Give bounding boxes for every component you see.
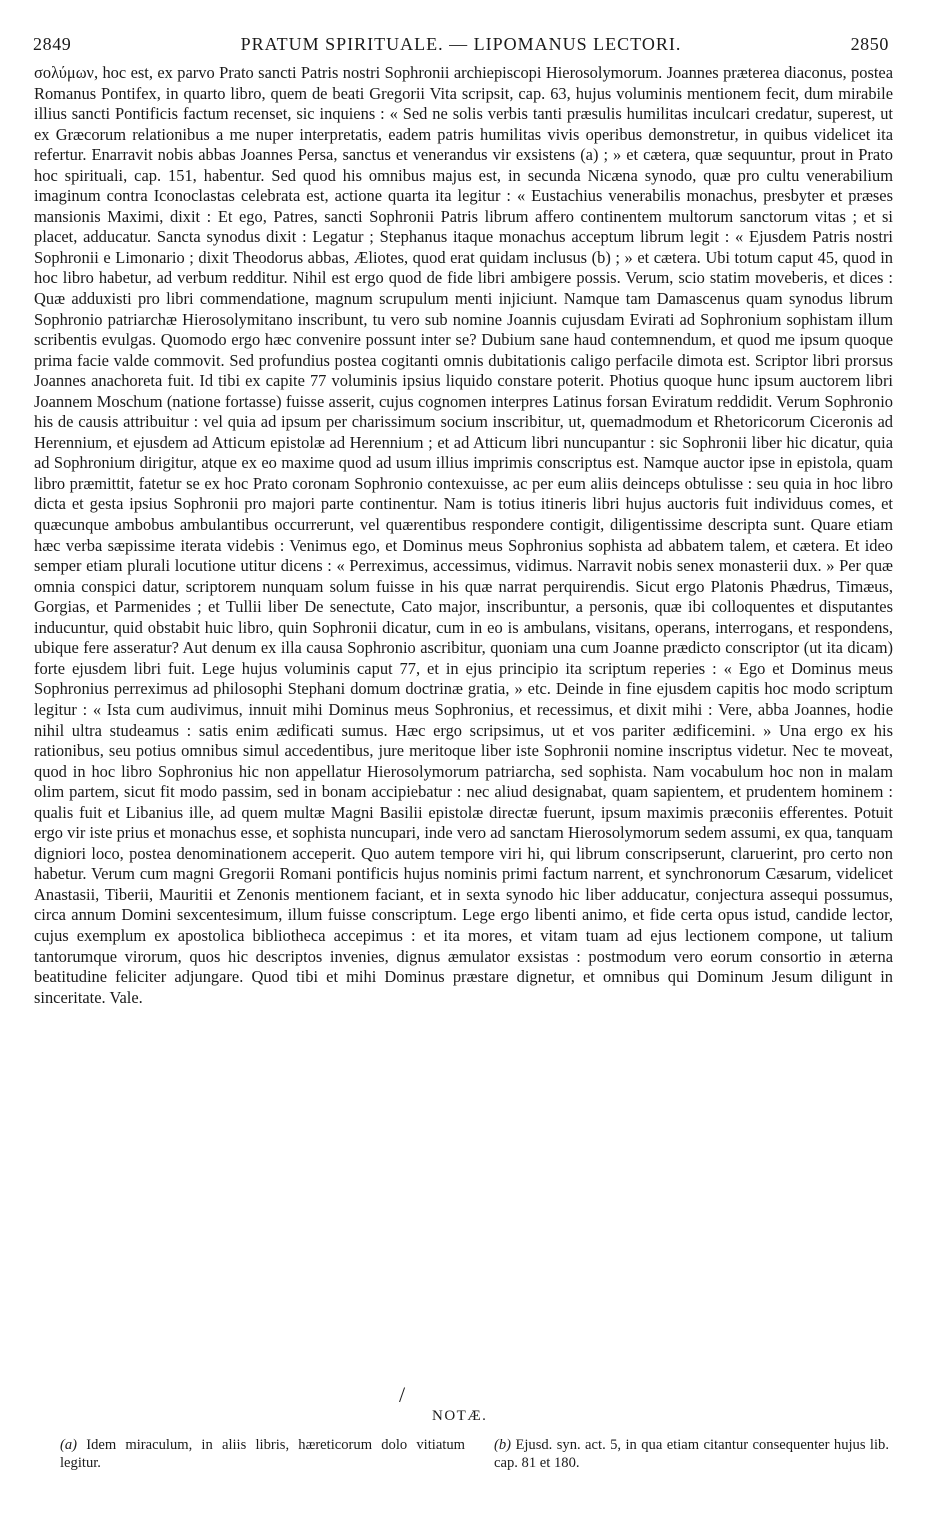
footnote-b	[494, 1436, 889, 1472]
footnote-a-ref: (a)	[60, 1437, 78, 1453]
page-header	[33, 34, 889, 58]
running-title: PRATUM SPIRITUALE. — LIPOMANUS LECTORI.	[240, 34, 682, 54]
footnote-b-ref: (b)	[494, 1437, 512, 1453]
left-page-number: 2849	[33, 34, 72, 54]
handwritten-mark: /	[399, 1382, 406, 1407]
footnotes	[60, 1436, 889, 1472]
footnote-a-text: Idem miraculum, in aliis libris, hæreticorum dolo vitiatum legitur.	[60, 1437, 465, 1471]
footnote-a	[60, 1436, 465, 1472]
body-paragraph: σολύμων, hoc est, ex parvo Prato sancti Patris nostri Sophronii archiepiscopi Hierosolymorum. Joannes præterea diaconus, postea Romanus Pontifex, in quarto libro, quem de beati Gregorii Vita scripsit, cap. 63, hujus voluminis mentionem fecit, dum mirabile illius sancti Pontificis factum recenset, sic inquiens : « Sed ne solis verbis tanti præsulis humilitas inculcari credatur, superest, ut ex Græcorum relationibus a me nuper interpretatis, eadem patris humilitas vivis operibus demonstretur, in quibus videlicet ita refertur. Enarravit nobis abbas Joannes Persa, sanctus et venerandus vir exsistens (a) ; » et cætera, quæ sequuntur, prout in Prato hoc spirituali, cap. 151, habentur. Sed quod his omnibus majus est, in secunda Nicæna synodo, quæ pro cultu venerabilium imaginum contra Iconoclastas celebrata est, actione quarta ita legitur : « Eustachius venerabilis monachus, presbyter et præses mansionis Maximi, dixit : Et ego, Patres, sancti Sophronii Patris librum affero continentem multorum sanctorum vitas ; et si placet, adducatur. Sancta synodus dixit : Legatur ; Stephanus itaque monachus acceptum librum legit : « Ejusdem Patris nostri Sophronii e Limonario ; dixit Theodorus abbas, Æliotes, quod erat quidam inclusus (b) ; » et cætera. Ubi totum caput 45, quod in hoc libro habetur, ad verbum redditur. Nihil est ergo quod de fide libri ambigere possis. Verum, scio statim moveberis, et dices : Quæ adduxisti pro libri commendatione, magnum scrupulum menti injiciunt. Namque tam Damascenus quam synodus librum Sophronio patriarchæ Hierosolymitano inscribunt, tu vero sub nomine Joannis cujusdam Evirati ad Sophronium sophistam illum scribentis evulgas. Quomodo ergo hæc convenire possunt inter se? Dubium sane haud contemnendum, et quod me ipsum quoque prima facie valde commovit. Sed profundius postea cogitanti omnis dubitationis caligo perfacile dimota est. Scriptor libri prorsus Joannes anachoreta fuit. Id tibi ex capite 77 voluminis ipsius liquido constare poterit. Photius quoque hunc ipsum auctorem libri Joannem Moschum (natione fortasse) fuisse asserit, cujus cognomen interpres Latinus forsan Eviratum reddidit. Verum Sophronio his de causis attribuitur : vel quia ad ipsum per charissimum socium inscribitur, ut, quemadmodum et Rhetoricorum Ciceronis ad Herennium, et ejusdem ad Atticum epistolæ ad Herennium ; et ad Atticum libri nuncupantur : sic Sophronii liber hic dicatur, quia ad Sophronium dirigitur, atque ex eo maxime quod ad usum illius imprimis conscriptus est. Namque auctor ipse in epistola, quam libro præmittit, fatetur se ex hoc Prato coronam Sophronio contexuisse, ac per eum aliis deinceps obtulisse : seu quia in hoc libro dicta et gesta ipsius Sophronii pro majori parte continentur. Nam is totius itineris libri hujus auctoris fuit individuus comes, et quæcunque ambobus ambulantibus occurrerunt, vel quærentibus respondere contigit, diligentissime descripta sunt. Quare etiam hæc verba sæpissime iterata videbis : Venimus ego, et Dominus meus Sophronius sophista ad abbatem talem, et cætera. Et ideo semper etiam plurali locutione utitur dicens : « Perreximus, accessimus, vidimus. Narravit nobis senex monasterii dux. » Per quæ omnia conspici datur, scriptorem nunquam solum fuisse in his quæ narrat perquirendis. Sicut ergo Platonis Phædrus, Timæus, Gorgias, et Parmenides ; et Tullii liber De senectute, Cato major, inscribuntur, a personis, quæ ibi colloquentes et disputantes inducuntur, quid obstabit huic libro, quin Sophronii dicatur, cum in eo is ambulans, visitans, operans, interrogans, et respondens, ubique fere asseratur? Aut denum ex illa causa Sophronio ascribitur, quoniam una cum Joanne prædicto conscriptor (ut ita dicam) forte ejusdem libri fuit. Lege hujus voluminis caput 77, et in ejus principio ita scriptum reperies : « Ego et Dominus meus Sophronius perreximus ad philosophi Stephani domum doctrinæ gratia, » etc. Deinde in fine ejusdem capitis hoc modo scriptum legitur : « Ista cum audivimus, innuit mihi Dominus meus Sophronius, et recessimus, et dixit mihi : Vere, abba Joannes, hodie nihil ultra studeamus : satis enim ædificati sumus. Hæc ergo scripsimus, ut et vos pariter ædificemini. » Una ergo ex his rationibus, seu potius omnibus simul accedentibus, jure meritoque liber iste Sophronii nomine inscriptus videtur. Nec te moveat, quod in hoc libro Sophronius hic non appellatur Hierosolymorum patriarcha, sed sophista. Nam vocabulum hoc non in malam olim partem, sicut fit modo passim, sed in bonam accipiebatur : nec aliud designabat, quam sapientem, et prudentem hominem : qualis fuit et Libanius ille, ad quem multæ Magni Basilii epistolæ directæ fuerunt, ipsum maximis præconiis efferentes. Potuit ergo vir iste prius et monachus esse, et sophista nuncupari, inde vero ad sanctam Hierosolymorum sedem assumi, ex qua, tanquam digniori loco, postea denominationem acceperit. Quo autem tempore viri hi, qui librum conscripserunt, claruerint, pro certo non habetur. Verum cum magni Gregorii Romani pontificis hujus nominis primi factum narrent, et synchronorum Cæsarum, videlicet Anastasii, Tiberii, Mauritii et Zenonis mentionem faciant, et in sexta synodo hic liber adducatur, conjectura assequi possumus, circa annum Domini sexcentesimum, illum fuisse conscriptum. Lege ergo libenti animo, et fide certa opus istud, candide lector, cujus exemplum ex apostolica bibliotheca accepimus : et ita mores, et vitam tuam ad ejus lectionem compone, ut talium tantorumque virorum, quos hic descriptos invenies, dignus æmulator exsistas : postmodum vero eorum consortio in æterna beatitudine feliciter adjungare. Quod tibi et mihi Dominus præstare dignetur, et omnibus qui Dominum Jesum diligunt in sinceritate. Vale.	[34, 63, 893, 1007]
right-page-number: 2850	[850, 34, 889, 54]
main-text	[34, 63, 893, 1008]
footnote-b-text: Ejusd. syn. act. 5, in qua etiam citantur consequenter hujus lib. cap. 81 et 180.	[494, 1437, 889, 1471]
notes-heading: NOTÆ.	[432, 1408, 488, 1424]
